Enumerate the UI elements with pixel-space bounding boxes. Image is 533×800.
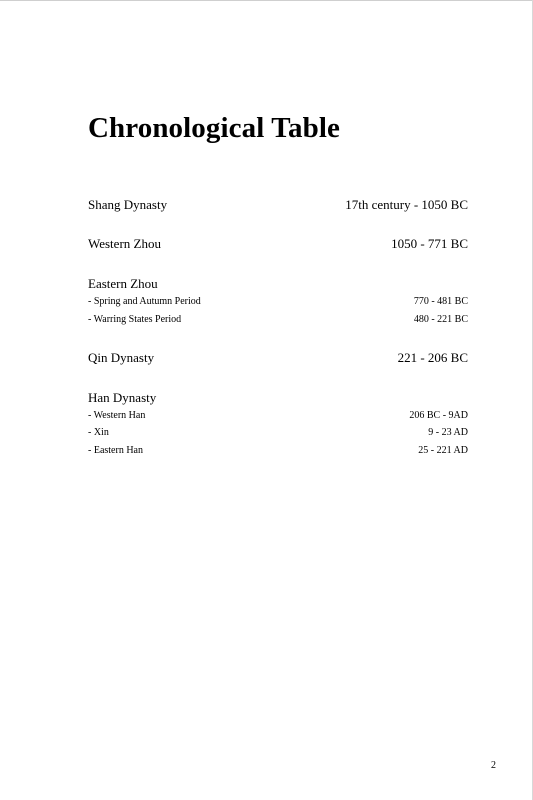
subperiod-name: - Spring and Autumn Period [88, 296, 201, 307]
period-dates: 17th century - 1050 BC [345, 197, 468, 212]
page-number: 2 [491, 760, 496, 771]
table-row-qin [88, 350, 468, 366]
subperiod-name: - Xin [88, 427, 109, 438]
subperiod-name: - Eastern Han [88, 445, 143, 456]
table-row-xin [88, 426, 468, 439]
period-name: Western Zhou [88, 236, 161, 251]
subperiod-dates: 9 - 23 AD [428, 427, 468, 438]
subperiod-dates: 480 - 221 BC [413, 314, 468, 325]
period-dates: 221 - 206 BC [397, 350, 468, 365]
period-dates: 1050 - 771 BC [391, 236, 468, 251]
period-name: Qin Dynasty [88, 350, 155, 365]
subperiod-name: - Western Han [88, 410, 146, 421]
period-name: Han Dynasty [88, 390, 157, 405]
subperiod-dates: 25 - 221 AD [418, 445, 468, 456]
page-title: Chronological Table [88, 112, 340, 144]
table-row-eastern-han [88, 444, 468, 457]
page-top-edge [0, 0, 533, 1]
table-row-warring-states [88, 313, 468, 326]
period-name: Eastern Zhou [88, 276, 158, 291]
subperiod-dates: 206 BC - 9AD [409, 410, 468, 421]
period-name: Shang Dynasty [88, 197, 168, 212]
subperiod-dates: 770 - 481 BC [413, 296, 468, 307]
table-row-western-zhou [88, 236, 468, 252]
table-row-shang [88, 197, 468, 213]
table-row-spring-autumn [88, 295, 468, 308]
table-row-western-han [88, 409, 468, 422]
table-row-han [88, 390, 468, 406]
table-row-eastern-zhou [88, 276, 468, 292]
subperiod-name: - Warring States Period [88, 314, 182, 325]
